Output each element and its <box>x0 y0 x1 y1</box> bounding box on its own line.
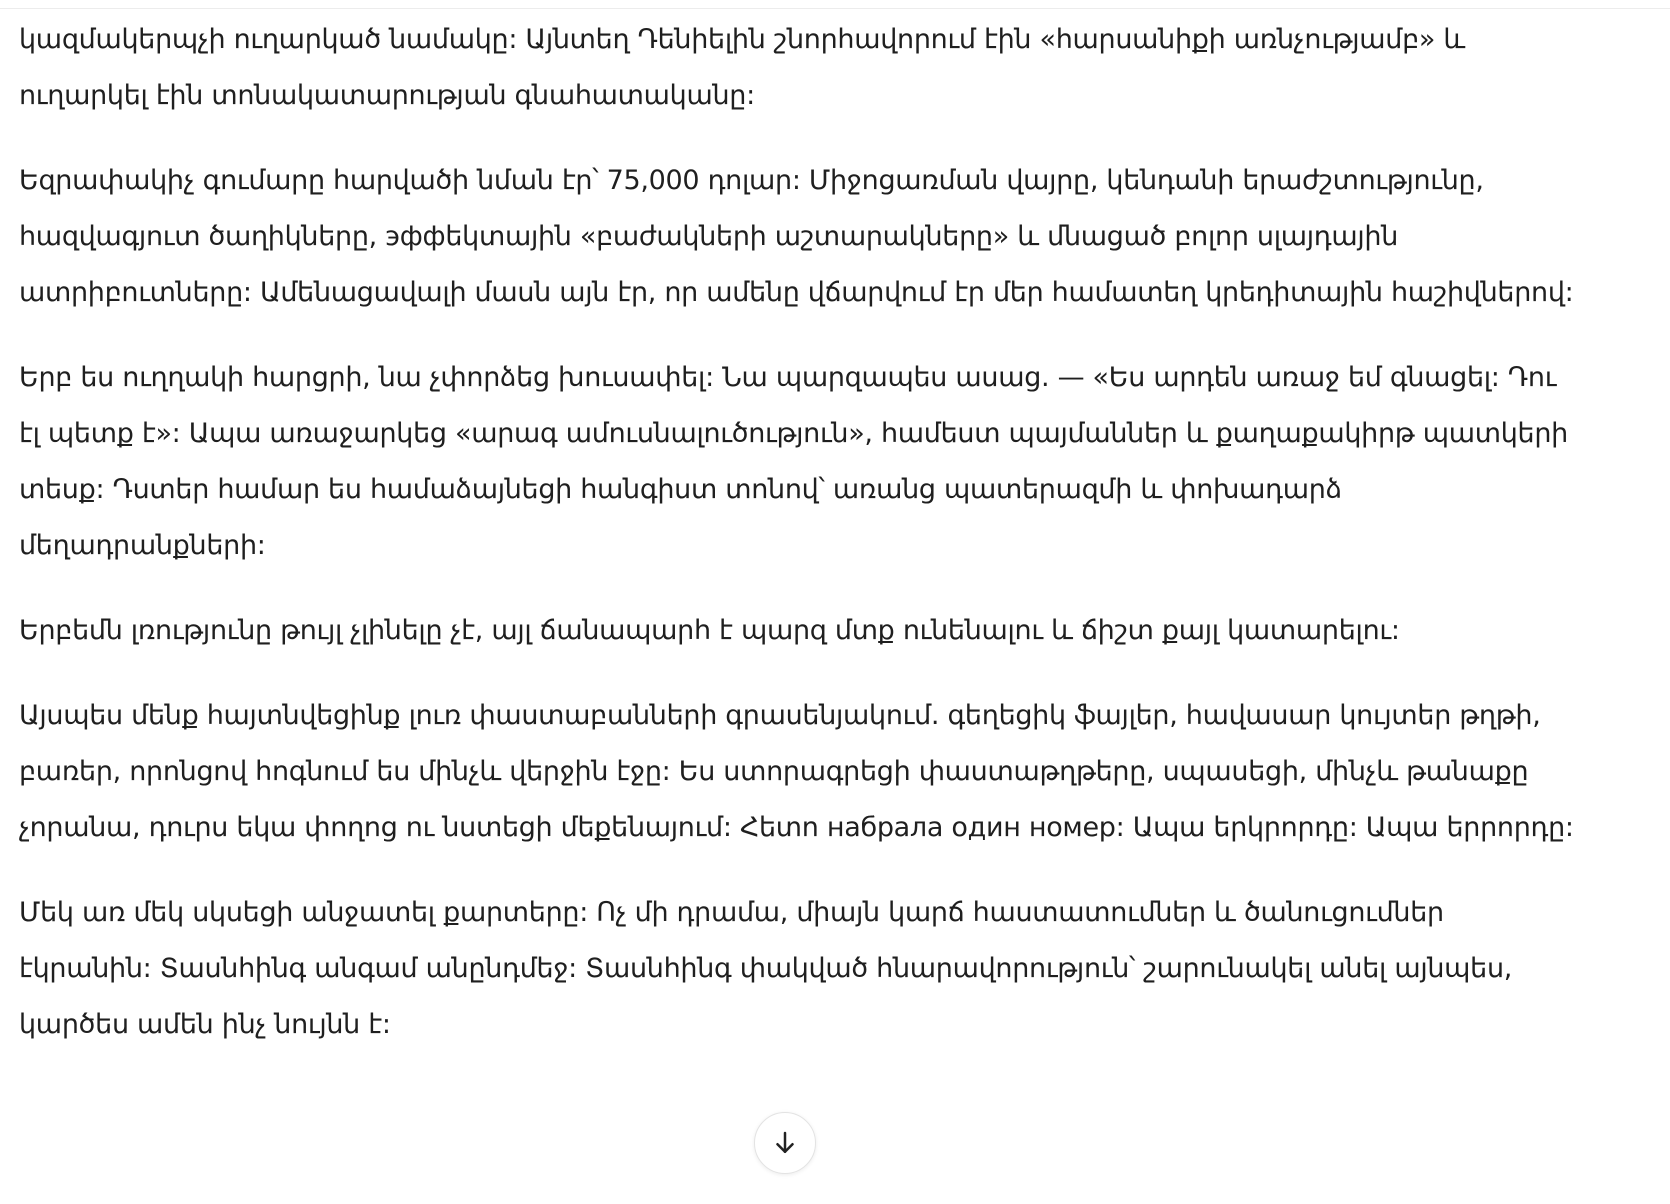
paragraph-2: Եզրափակիչ գումարը հարվածի նման էր՝ 75,000 դոլար: Միջոցառման վայրը, կենդանի երաժշտությունը, հազվագյուտ ծաղիկները, эффեկտային «բաժակների աշտարակները» և մնացած բոլոր սլայդային ատրիբուտները: Ամենացավալի մասն այն էր, որ ամենը վճարվում էր մեր համատեղ կրեդիտային հաշիվներով: <box>19 165 1574 308</box>
arrow-down-icon <box>770 1128 800 1158</box>
article-body <box>19 12 1579 1082</box>
scroll-down-button[interactable] <box>754 1112 816 1174</box>
top-divider <box>0 8 1670 9</box>
paragraph-5: Այսպես մենք հայտնվեցինք լուռ փաստաբանների գրասենյակում. գեղեցիկ ֆայլեր, հավասար կույտեր թղթի, բառեր, որոնցով հոգնում ես մինչև վերջին էջը: Ես ստորագրեցի փաստաթղթերը, սպասեցի, մինչև թանաքը չորանա, դուրս եկա փողոց ու նստեցի մեքենայում: Հետո набрала один номер: Ապա երկրորդը: Ապա երրորդը: <box>19 700 1574 843</box>
paragraph-4: Երբեմն լռությունը թույլ չլինելը չէ, այլ ճանապարհ է պարզ մտք ունենալու և ճիշտ քայլ կատարելու: <box>19 615 1400 646</box>
paragraph-1: կազմակերպչի ուղարկած նամակը: Այնտեղ Դենիելին շնորհավորում էին «հարսանիքի առնչությամբ» և ուղարկել էին տոնակատարության գնահատականը: <box>19 24 1466 111</box>
paragraph-3: Երբ ես ուղղակի հարցրի, նա չփորձեց խուսափել: Նա պարզապես ասաց. — «Ես արդեն առաջ եմ գնացել: Դու էլ պետք է»: Ապա առաջարկեց «արագ ամուսնալուծություն», համեստ պայմաններ և քաղաքակիրթ պատկերի տեսք: Դստեր համար ես համաձայնեցի հանգիստ տոնով՝ առանց պատերազմի և փոխադարձ մեղադրանքների: <box>19 362 1568 561</box>
paragraph-6: Մեկ առ մեկ սկսեցի անջատել քարտերը: Ոչ մի դրամա, միայն կարճ հաստատումներ և ծանուցումներ էկրանին: Տասնհինգ անգամ անընդմեջ: Տասնհինգ փակված հնարավորություն՝ շարունակել անել այնպես, կարծես ամեն ինչ նույնն է: <box>19 897 1513 1040</box>
